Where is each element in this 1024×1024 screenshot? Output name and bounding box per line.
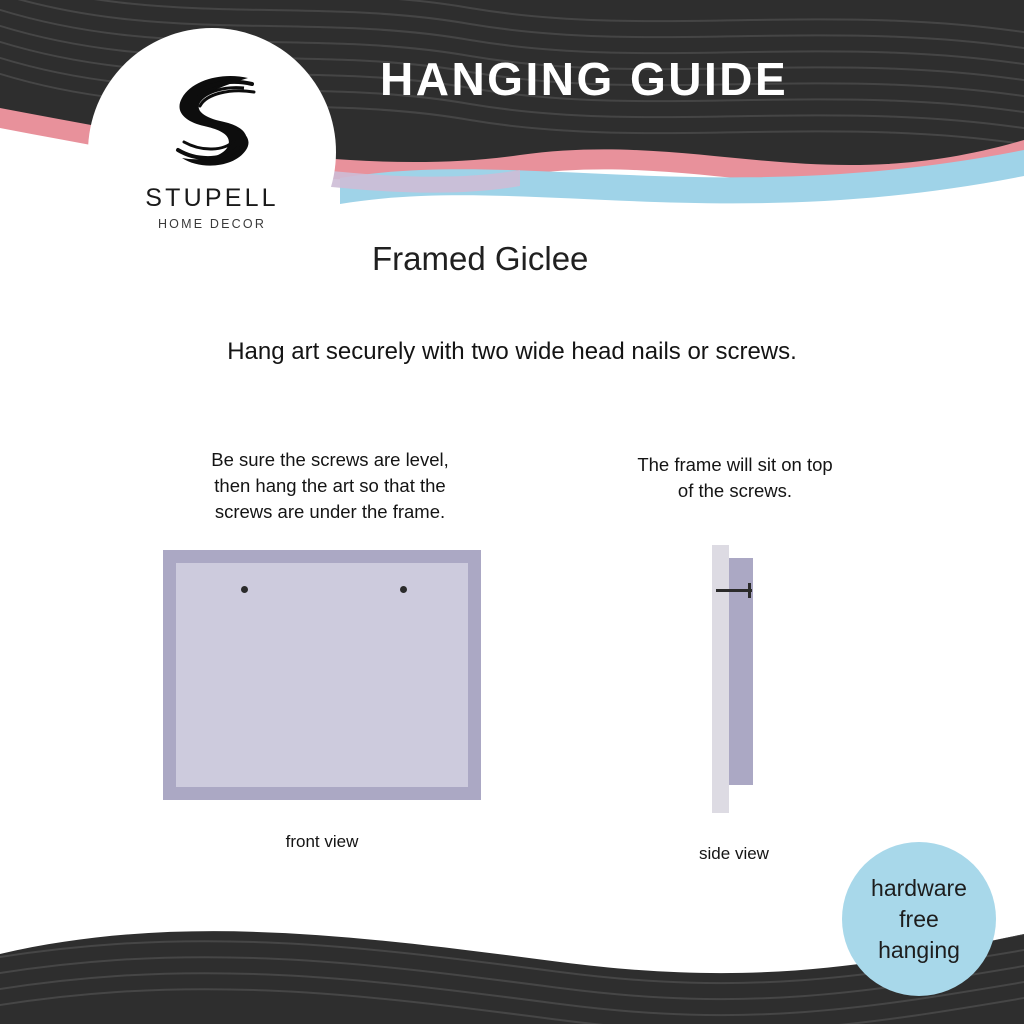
badge-line-1: hardware — [871, 874, 967, 901]
logo-tagline: HOME DECOR — [157, 217, 267, 231]
front-view-frame-interior — [176, 563, 468, 787]
front-view-caption-line-2: then hang the art so that the — [214, 475, 446, 496]
lead-instruction: Hang art securely with two wide head nails or screws. — [227, 338, 797, 365]
badge-line-2: free — [899, 905, 939, 932]
front-view-caption-line-1: Be sure the screws are level, — [211, 449, 449, 470]
front-view-label: front view — [285, 832, 359, 851]
stupell-swirl-logo-icon — [152, 62, 272, 182]
badge-line-3: hanging — [878, 936, 960, 963]
front-view-caption-line-3: screws are under the frame. — [214, 501, 446, 522]
front-view-frame-diagram — [163, 550, 481, 800]
screw-dot-left-icon — [241, 586, 248, 593]
hardware-free-hanging-badge — [842, 842, 996, 996]
brand-logo-badge — [88, 28, 336, 276]
front-view-caption — [180, 447, 480, 525]
logo-wordmark: STUPELL — [145, 184, 279, 212]
side-view-caption — [600, 452, 870, 504]
page-title: HANGING GUIDE — [380, 53, 789, 105]
side-view-caption-line-1: The frame will sit on top — [637, 454, 833, 475]
side-view-screw-head-icon — [748, 583, 751, 598]
side-view-caption-line-2: of the screws. — [677, 480, 793, 501]
side-view-wall — [712, 545, 729, 813]
product-type-label: Framed Giclee — [372, 240, 589, 277]
screw-dot-right-icon — [400, 586, 407, 593]
side-view-label: side view — [699, 844, 769, 863]
side-view-screw-shaft-icon — [716, 589, 752, 592]
